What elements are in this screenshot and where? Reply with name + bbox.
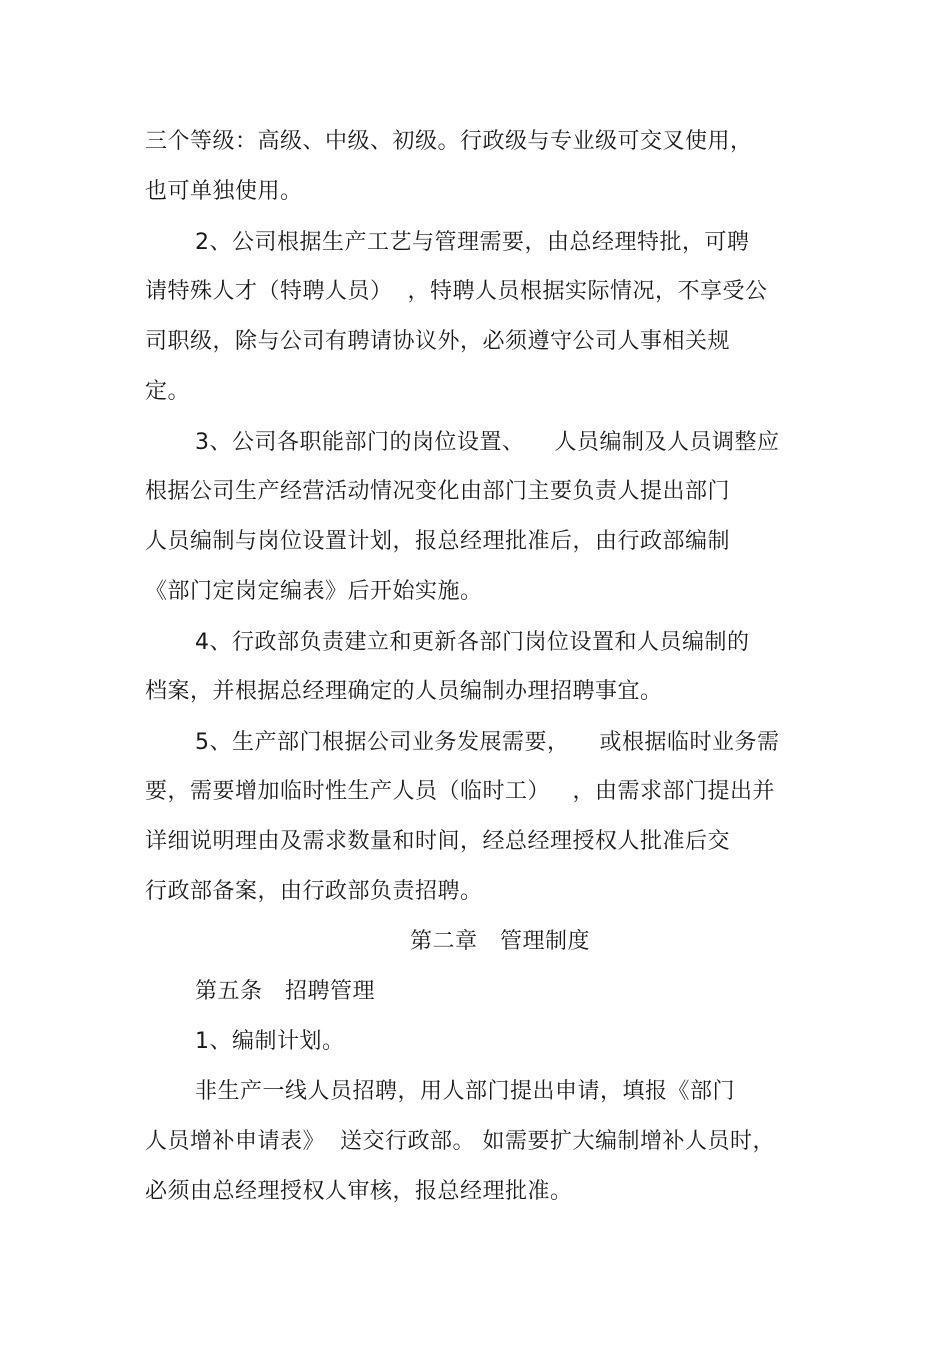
- text-line: 4、行政部负责建立和更新各部门岗位设置和人员编制的: [195, 630, 750, 655]
- article-heading: 第五条 招聘管理: [195, 979, 375, 1004]
- text-line: 要，需要增加临时性生产人员（临时工） ，由需求部门提出并: [145, 779, 775, 804]
- text-line: 请特殊人才（特聘人员） ，特聘人员根据实际情况，不享受公: [145, 279, 768, 304]
- text-line: 三个等级：高级、中级、初级。行政级与专业级可交叉使用，: [145, 129, 753, 154]
- text-line: 3、公司各职能部门的岗位设置、 人员编制及人员调整应: [195, 430, 780, 455]
- text-line: 详细说明理由及需求数量和时间，经总经理授权人批准后交: [145, 829, 731, 854]
- text-line: 5、生产部门根据公司业务发展需要， 或根据临时业务需: [195, 730, 780, 755]
- text-line: 人员编制与岗位设置计划，报总经理批准后，由行政部编制: [145, 529, 731, 554]
- text-line: 《部门定岗定编表》后开始实施。: [145, 579, 483, 604]
- text-line: 行政部备案，由行政部负责招聘。: [145, 879, 483, 904]
- text-line: 根据公司生产经营活动情况变化由部门主要负责人提出部门: [145, 479, 731, 504]
- chapter-heading: 第二章 管理制度: [410, 929, 590, 954]
- text-line: 2、公司根据生产工艺与管理需要，由总经理特批，可聘: [195, 230, 750, 255]
- text-line: 也可单独使用。: [145, 179, 303, 204]
- text-line: 非生产一线人员招聘，用人部门提出申请，填报《部门: [195, 1079, 736, 1104]
- text-line: 档案，并根据总经理确定的人员编制办理招聘事宜。: [145, 679, 663, 704]
- text-line: 司职级，除与公司有聘请协议外，必须遵守公司人事相关规: [145, 329, 731, 354]
- text-line: 1、编制计划。: [195, 1029, 345, 1054]
- text-line: 人员增补申请表》 送交行政部。 如需要扩大编制增补人员时，: [145, 1129, 775, 1154]
- text-line: 定。: [145, 379, 191, 404]
- text-line: 必须由总经理授权人审核，报总经理批准。: [145, 1179, 573, 1204]
